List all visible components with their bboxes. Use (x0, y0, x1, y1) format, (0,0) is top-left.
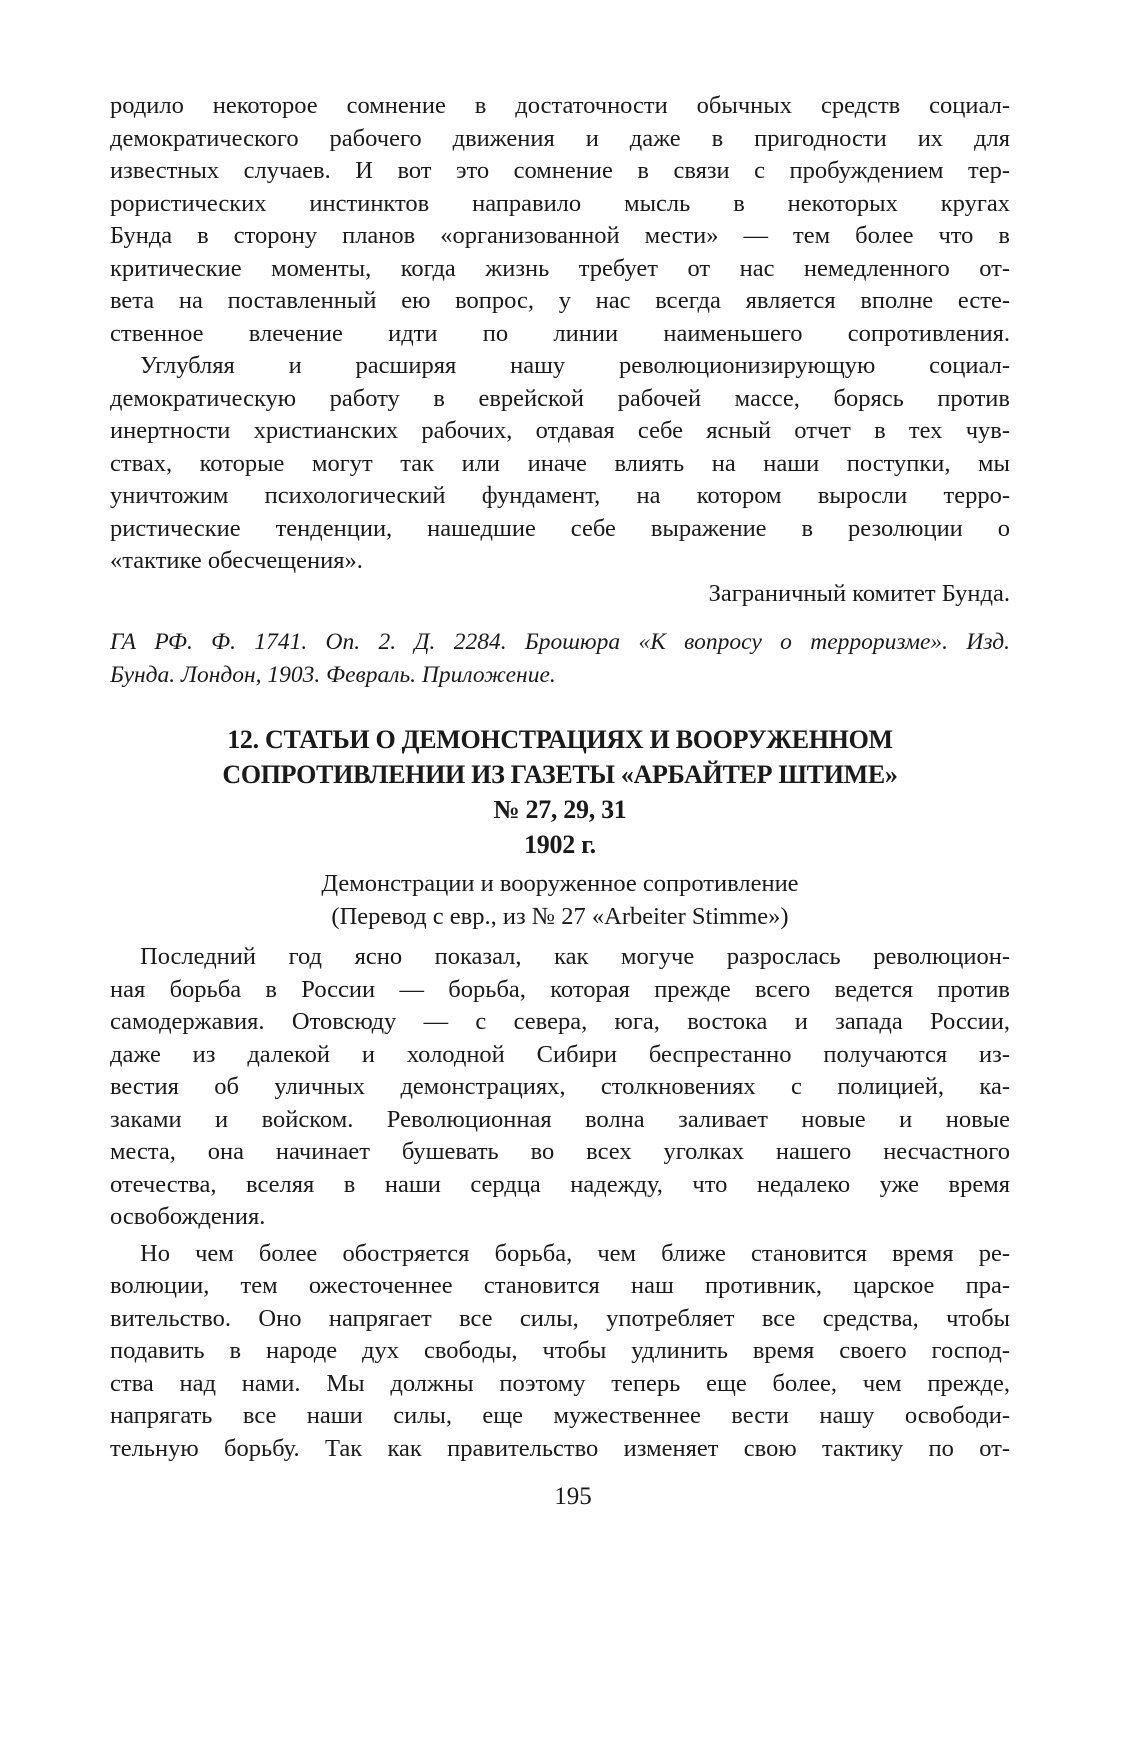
heading-line: 1902 г. (524, 830, 596, 859)
signature: Заграничный комитет Бунда. (708, 579, 1010, 607)
text-line: демократического рабочего движения и даже в пригодности их для (110, 124, 1010, 152)
paragraph-3 (110, 941, 1010, 1234)
text-line: Бунда. Лондон, 1903. Февраль. Приложение. (110, 662, 556, 688)
text-line: известных случаев. И вот это сомнение в связи с пробуждением тер- (110, 157, 1010, 184)
page-number: 195 (554, 1483, 592, 1510)
text-line: напрягать все наши силы, еще мужественнее вести нашу освободи- (110, 1402, 1010, 1429)
text-line: родило некоторое сомнение в достаточности обычных средств социал- (110, 92, 1010, 119)
paragraph-4 (110, 1238, 1010, 1466)
section-heading (110, 722, 1010, 862)
paragraph-1 (110, 90, 1010, 350)
text-line: Но чем более обостряется борьба, чем ближе становится время ре- (140, 1239, 1010, 1267)
heading-line: СОПРОТИВЛЕНИИ ИЗ ГАЗЕТЫ «АРБАЙТЕР ШТИМЕ» (222, 760, 898, 789)
text-line: Углубляя и расширяя нашу революционизирующую социал- (140, 352, 1010, 379)
archive-citation (110, 626, 1010, 692)
text-line: ствах, которые могут так или иначе влиять на наши поступки, мы (110, 449, 1010, 477)
text-line: отечества, вселяя в наши сердца надежду, что недалеко уже время (110, 1170, 1010, 1198)
text-line: самодержавия. Отовсюду — с севера, юга, востока и запада России, (110, 1008, 1010, 1035)
text-line: демократическую работу в еврейской рабочей массе, борясь против (110, 384, 1010, 412)
text-line: ная борьба в России — борьба, которая прежде всего ведется против (110, 975, 1010, 1003)
text-line: подавить в народе дух свободы, чтобы удлинить время своего господ- (110, 1337, 1010, 1364)
page-body (110, 90, 1010, 1465)
text-line: ГА РФ. Ф. 1741. Оп. 2. Д. 2284. Брошюра «К вопросу о терроризме». Изд. (110, 629, 1010, 655)
subtitle (110, 868, 1010, 933)
text-line: ственное влечение идти по линии наименьшего сопротивления. (110, 319, 1010, 347)
text-line: даже из далекой и холодной Сибири беспрестанно получаются из- (110, 1040, 1010, 1068)
subtitle-line: Демонстрации и вооруженное сопротивление (321, 870, 799, 897)
text-line: критические моменты, когда жизнь требует от нас немедленного от- (110, 254, 1010, 282)
text-line: инертности христианских рабочих, отдавая себе ясный отчет в тех чув- (110, 417, 1010, 444)
text-line: места, она начинает бушевать во всех уголках нашего несчастного (110, 1138, 1010, 1165)
paragraph-2 (110, 350, 1010, 578)
text-line: «тактике обесчещения». (110, 547, 363, 574)
subtitle-line: (Перевод с евр., из № 27 «Arbeiter Stimme») (331, 902, 789, 930)
text-line: рористических инстинктов направило мысль в некоторых кругах (110, 189, 1010, 217)
heading-line: № 27, 29, 31 (493, 795, 627, 824)
text-line: вестия об уличных демонстрациях, столкновениях с полицией, ка- (110, 1073, 1010, 1100)
text-line: волюции, тем ожесточеннее становится наш противник, царское пра- (110, 1272, 1010, 1299)
text-line: Бунда в сторону планов «организованной мести» — тем более что в (110, 222, 1010, 249)
text-line: уничтожим психологический фундамент, на котором выросли терро- (110, 482, 1010, 509)
text-line: ства над нами. Мы должны поэтому теперь еще более, чем прежде, (110, 1369, 1010, 1397)
text-line: ристические тенденции, нашедшие себе выражение в резолюции о (110, 514, 1010, 542)
text-line: Последний год ясно показал, как могуче разрослась революцион- (140, 943, 1010, 970)
text-line: освобождения. (110, 1203, 266, 1230)
text-line: заками и войском. Революционная волна заливает новые и новые (110, 1105, 1010, 1133)
heading-line: 12. СТАТЬИ О ДЕМОНСТРАЦИЯХ И ВООРУЖЕННОМ (227, 725, 893, 754)
text-line: тельную борьбу. Так как правительство изменяет свою тактику по от- (110, 1434, 1010, 1462)
text-line: вительство. Оно напрягает все силы, употребляет все средства, чтобы (110, 1304, 1010, 1332)
text-line: вета на поставленный ею вопрос, у нас всегда является вполне есте- (110, 287, 1010, 314)
